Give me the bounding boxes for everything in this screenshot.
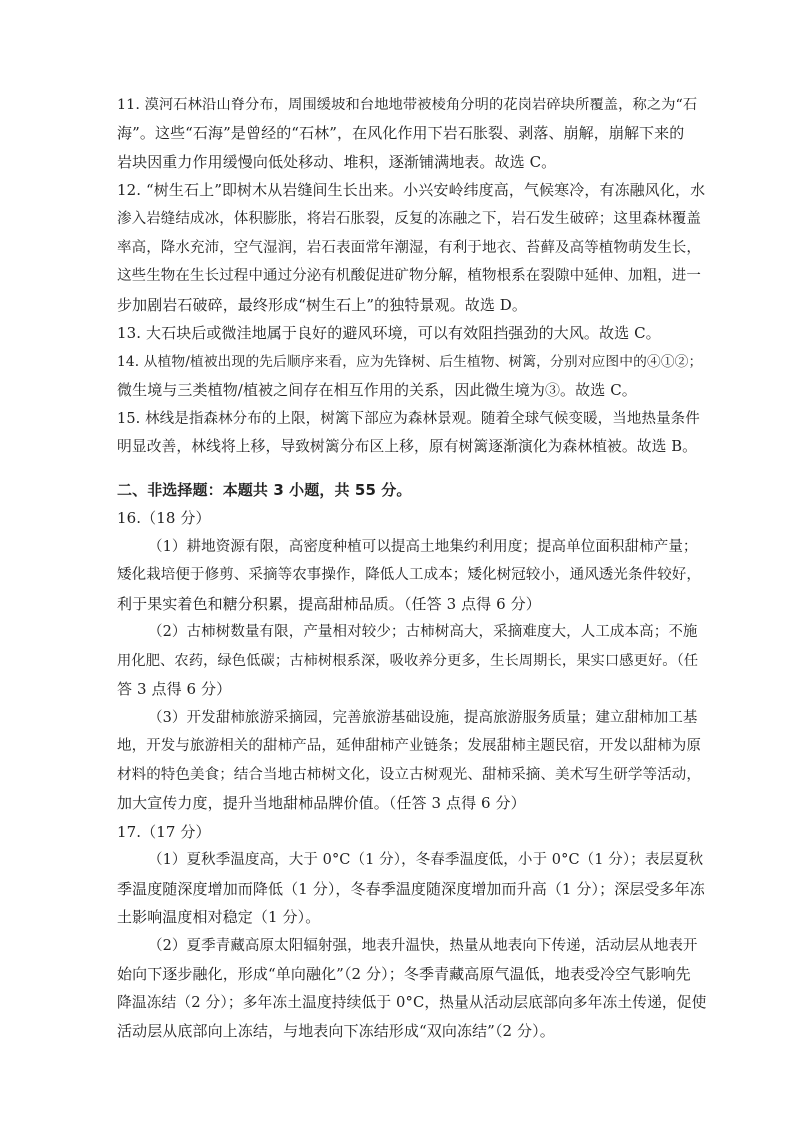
text-line: 地，开发与旅游相关的甜柿产品，延伸甜柿产业链条；发展甜柿主题民宿，开发以甜柿为原 [117,738,701,754]
text-line: 土影响温度相对稳定（1 分）。 [117,908,321,926]
text-line: 明显改善，林线将上移，导致树篱分布区上移，原有树篱逐渐演化为森林植被。故选 B。 [117,438,698,455]
text-line: 加大宣传力度，提升当地甜柿品牌价值。（任答 3 点得 6 分） [117,794,526,812]
text-line: （2）夏季青藏高原太阳辐射强，地表升温快，热量从地表向下传递，活动层从地表开 [148,938,698,954]
section-heading: 二、非选择题：本题共 3 小题，共 55 分。 [117,481,412,499]
text-line: （1）夏秋季温度高，大于 0°C（1 分），冬春季温度低，小于 0°C（1 分）；表层夏秋 [148,852,704,868]
question-header: 17.（17 分） [117,823,211,841]
text-line: （2）古柿树数量有限，产量相对较少；古柿树高大，采摘难度大，人工成本高；不施 [148,624,698,640]
text-line: 海”。这些“石海”是曾经的“石林”，在风化作用下岩石胀裂、剥落、崩解，崩解下来的 [117,124,685,142]
text-line: 矮化栽培便于修剪、采摘等农事操作，降低人工成本；矮化树冠较小，通风透光条件较好， [117,567,701,583]
text-line: 12. “树生石上”即树木从岩缝间生长出来。小兴安岭纬度高，气候寒冷，有冻融风化，水 [117,181,706,199]
text-line: 岩块因重力作用缓慢向低处移动、堆积，逐渐铺满地表。故选 C。 [117,153,557,171]
text-line: 利于果实着色和糖分积累，提高甜柿品质。（任答 3 点得 6 分） [117,595,541,613]
text-line: 渗入岩缝结成冰，体积膨胀，将岩石胀裂，反复的冻融之下，岩石发生破碎；这里森林覆盖 [117,211,701,227]
text-line: 活动层从底部向上冻结，与地表向下冻结形成“双向冻结”（2 分）。 [117,1022,555,1040]
text-line: 这些生物在生长过程中通过分泌有机酸促进矿物分解，植物根系在裂隙中延伸、加粗，进一 [117,268,701,284]
text-line: 材料的特色美食；结合当地古柿树文化，设立古树观光、甜柿采摘、美术写生研学等活动， [117,767,701,783]
text-line: 用化肥、农药，绿色低碳；古柿树根系深，吸收养分更多，生长周期长，果实口感更好。（任 [117,653,699,669]
text-line: 步加剧岩石破碎，最终形成“树生石上”的独特景观。故选 D。 [117,296,528,314]
text-line: （1）耕地资源有限，高密度种植可以提高土地集约利用度；提高单位面积甜柿产量； [148,539,698,555]
text-line: 始向下逐步融化，形成“单向融化”（2 分）；冬季青藏高原气温低，地表受冷空气影响先 [117,965,691,983]
text-line: 14. 从植物/植被出现的先后顺序来看，应为先锋树、后生植物、树篱，分别对应图中的④①②； [117,354,703,370]
text-line: 率高，降水充沛，空气湿润，岩石表面常年潮湿，有利于地衣、苔藓及高等植物萌发生长， [117,240,701,256]
text-line: 答 3 点得 6 分） [117,680,232,698]
text-line: 季温度随深度增加而降低（1 分），冬春季温度随深度增加而升高（1 分）；深层受多年冻 [117,880,705,898]
text-line: 15. 林线是指森林分布的上限，树篱下部应为森林景观。随着全球气候变暖，当地热量条件 [117,411,700,427]
question-header: 16.（18 分） [117,509,211,527]
text-line: 微生境与三类植物/植被之间存在相互作用的关系，因此微生境为③。故选 C。 [117,381,637,399]
text-line: 11. 漠河石林沿山脊分布，周围缓坡和台地地带被棱角分明的花岗岩碎块所覆盖，称之为“石 [117,97,698,113]
text-line: 13. 大石块后或微洼地属于良好的避风环境，可以有效阻挡强劲的大风。故选 C。 [117,324,661,342]
text-line: 降温冻结（2 分）；多年冻土温度持续低于 0°C，热量从活动层底部向多年冻土传递，促使 [117,994,707,1011]
text-line: （3）开发甜柿旅游采摘园，完善旅游基础设施，提高旅游服务质量；建立甜柿加工基 [148,710,698,726]
